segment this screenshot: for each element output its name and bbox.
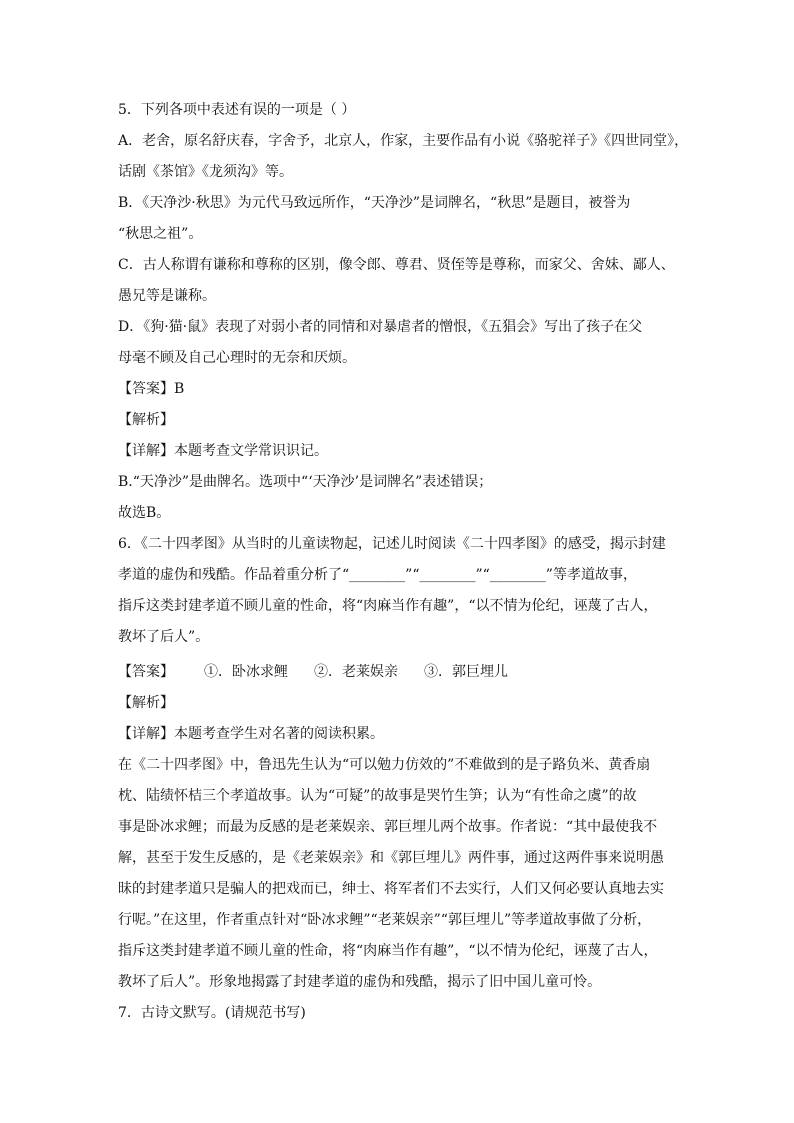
q5-answer: 【答案】B [118,381,185,397]
q5-option-b-cont: “秋思之祖”。 [118,226,203,242]
q5-option-d: D．《狗·猫·鼠》表现了对弱小者的同情和对暴虐者的憎恨，《五猖会》写出了孩子在父 [118,319,643,335]
q6-explain-5: 昧的封建孝道只是骗人的把戏而已，绅士、将军者们不去实行，人们又何必要认真地去实 [118,881,664,897]
q5-stem: 5．下列各项中表述有误的一项是（ ） [118,102,356,118]
q5-detail: 【详解】本题考查文学常识识记。 [118,443,328,459]
q6-stem-2: 孝道的虚伪和残酷。作品着重分析了“________”“________”“________”等孝道故事， [118,567,637,583]
q6-explain-8: 教坏了后人”。形象地揭露了封建孝道的虚伪和残酷，揭示了旧中国儿童可怜。 [118,974,602,990]
q6-explain-1: 在《二十四孝图》中，鲁迅先生认为“可以勉力仿效的”不难做到的是子路负米、黄香扇 [118,757,651,773]
q5-option-c: C．古人称谓有谦称和尊称的区别，像令郎、尊君、贤侄等是尊称，而家父、舍妹、鄙人、 [118,257,675,273]
q5-option-a: A．老舍，原名舒庆春，字舍予，北京人，作家，主要作品有小说《骆驼祥子》《四世同堂》， [118,133,689,149]
q6-explain-6: 行呢。”在这里，作者重点针对“卧冰求鲤”“老莱娱亲”“郭巨埋儿”等孝道故事做了分析， [118,912,652,928]
q5-option-d-cont: 母毫不顾及自己心理时的无奈和厌烦。 [118,350,356,366]
q5-analysis-heading: 【解析】 [118,412,174,428]
q6-explain-4: 解，甚至于发生反感的，是《老莱娱亲》和《郭巨埋儿》两件事，通过这两件事来说明愚 [118,850,664,866]
q6-answer-item-3: ③．郭巨埋儿 [424,664,508,680]
q6-stem-3: 指斥这类封建孝道不顾儿童的性命，将“肉麻当作有趣”，“以不情为伦纪，诬蔑了古人， [118,598,658,614]
q6-answer-item-2: ②．老莱娱亲 [314,664,398,680]
q5-option-a-cont: 话剧《茶馆》《龙须沟》等。 [118,164,293,180]
q5-option-c-cont: 愚兄等是谦称。 [118,288,216,304]
q6-answer-label: 【答案】 [118,664,174,680]
q6-detail: 【详解】本题考查学生对名著的阅读积累。 [118,726,384,742]
q6-answer [118,662,534,682]
q6-stem: 6．《二十四孝图》从当时的儿童读物起，记述儿时阅读《二十四孝图》的感受，揭示封建 [118,536,666,552]
q6-answer-item-1: ①．卧冰求鲤 [204,664,288,680]
q5-detail-b: B.“天净沙”是曲牌名。选项中“‘天净沙’是词牌名”表述错误； [118,474,493,490]
q6-explain-2: 枕、陆绩怀桔三个孝道故事。认为“可疑”的故事是哭竹生笋；认为“有性命之虞”的故 [118,788,637,804]
q5-choice: 故选B。 [118,505,171,521]
q5-option-b: B．《天净沙·秋思》为元代马致远所作，“天净沙”是词牌名，“秋思”是题目，被誉为 [118,195,631,211]
q6-stem-4: 教坏了后人”。 [118,629,210,645]
q6-explain-3: 事是卧冰求鲤；而最为反感的是老莱娱亲、郭巨埋儿两个故事。作者说：“其中最使我不 [118,819,658,835]
q6-explain-7: 指斥这类封建孝道不顾儿童的性命，将“肉麻当作有趣”，“以不情为伦纪，诬蔑了古人， [118,943,658,959]
q6-analysis-heading: 【解析】 [118,695,174,711]
q7-stem: 7．古诗文默写。(请规范书写) [118,1005,306,1021]
